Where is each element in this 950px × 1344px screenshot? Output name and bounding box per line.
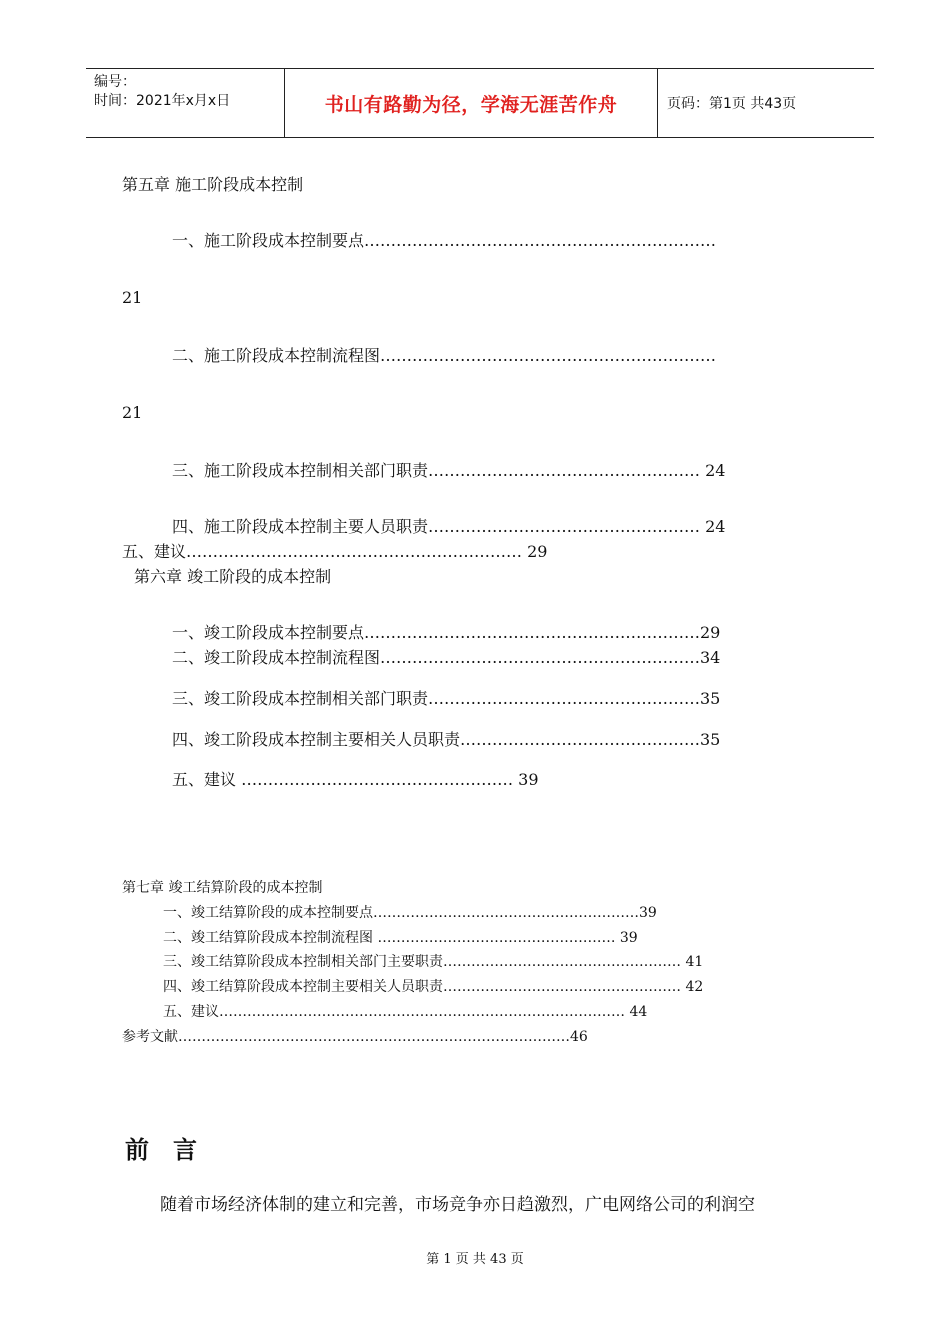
header-page-label: 页码：第1页 共43页 xyxy=(667,96,797,112)
toc-ch6-item-5[interactable]: 五、建议 …………………………………………… 39 xyxy=(172,770,539,789)
header-table xyxy=(86,68,874,138)
toc-ch5-item-5[interactable]: 五、建议……………………………………………………… 29 xyxy=(122,542,548,561)
toc-ch5-item-1[interactable]: 一、施工阶段成本控制要点………………………………………………………… xyxy=(172,231,717,250)
toc-ch5-item-3[interactable]: 三、施工阶段成本控制相关部门职责…………………………………………… 24 xyxy=(172,461,726,480)
doc-code-label: 编号： xyxy=(94,74,136,90)
toc-ch5-item-2-page: 21 xyxy=(122,403,143,422)
toc-ch6-item-2[interactable]: 二、竣工阶段成本控制流程图……………………………………………………34 xyxy=(172,648,721,667)
toc-ch7-title[interactable]: 第七章 竣工结算阶段的成本控制 xyxy=(122,880,323,896)
doc-time-label: 时间：2021年x月x日 xyxy=(94,93,231,109)
toc-ch5-item-4[interactable]: 四、施工阶段成本控制主要人员职责…………………………………………… 24 xyxy=(172,517,726,536)
page-footer: 第 1 页 共 43 页 xyxy=(426,1252,524,1267)
toc-references[interactable]: 参考文献…………………………………………………………………………46 xyxy=(122,1029,588,1045)
toc-ch7-item-3[interactable]: 三、竣工结算阶段成本控制相关部门主要职责…………………………………………… 41 xyxy=(163,954,704,970)
preface-heading: 前 言 xyxy=(125,1136,197,1164)
toc-ch5-title[interactable]: 第五章 施工阶段成本控制 xyxy=(122,175,304,194)
toc-ch6-item-4[interactable]: 四、竣工阶段成本控制主要相关人员职责………………………………………35 xyxy=(172,730,721,749)
toc-ch7-item-4[interactable]: 四、竣工结算阶段成本控制主要相关人员职责…………………………………………… 42 xyxy=(163,979,704,995)
toc-ch5-item-1-page: 21 xyxy=(122,288,143,307)
toc-ch6-item-1[interactable]: 一、竣工阶段成本控制要点………………………………………………………29 xyxy=(172,623,721,642)
header-meta xyxy=(86,69,285,137)
preface-paragraph: 随着市场经济体制的建立和完善，市场竞争亦日趋激烈，广电网络公司的利润空 xyxy=(160,1195,755,1215)
toc-ch7-item-1[interactable]: 一、竣工结算阶段的成本控制要点…………………………………………………39 xyxy=(163,905,657,921)
toc-ch6-item-3[interactable]: 三、竣工阶段成本控制相关部门职责……………………………………………35 xyxy=(172,689,721,708)
toc-ch6-title[interactable]: 第六章 竣工阶段的成本控制 xyxy=(134,567,332,586)
toc-ch5-item-2[interactable]: 二、施工阶段成本控制流程图……………………………………………………… xyxy=(172,346,717,365)
toc-ch7-item-2[interactable]: 二、竣工结算阶段成本控制流程图 …………………………………………… 39 xyxy=(163,930,638,946)
header-motto: 书山有路勤为径，学海无涯苦作舟 xyxy=(285,69,658,137)
toc-ch7-item-5[interactable]: 五、建议…………………………………………………………………………… 44 xyxy=(163,1004,648,1020)
